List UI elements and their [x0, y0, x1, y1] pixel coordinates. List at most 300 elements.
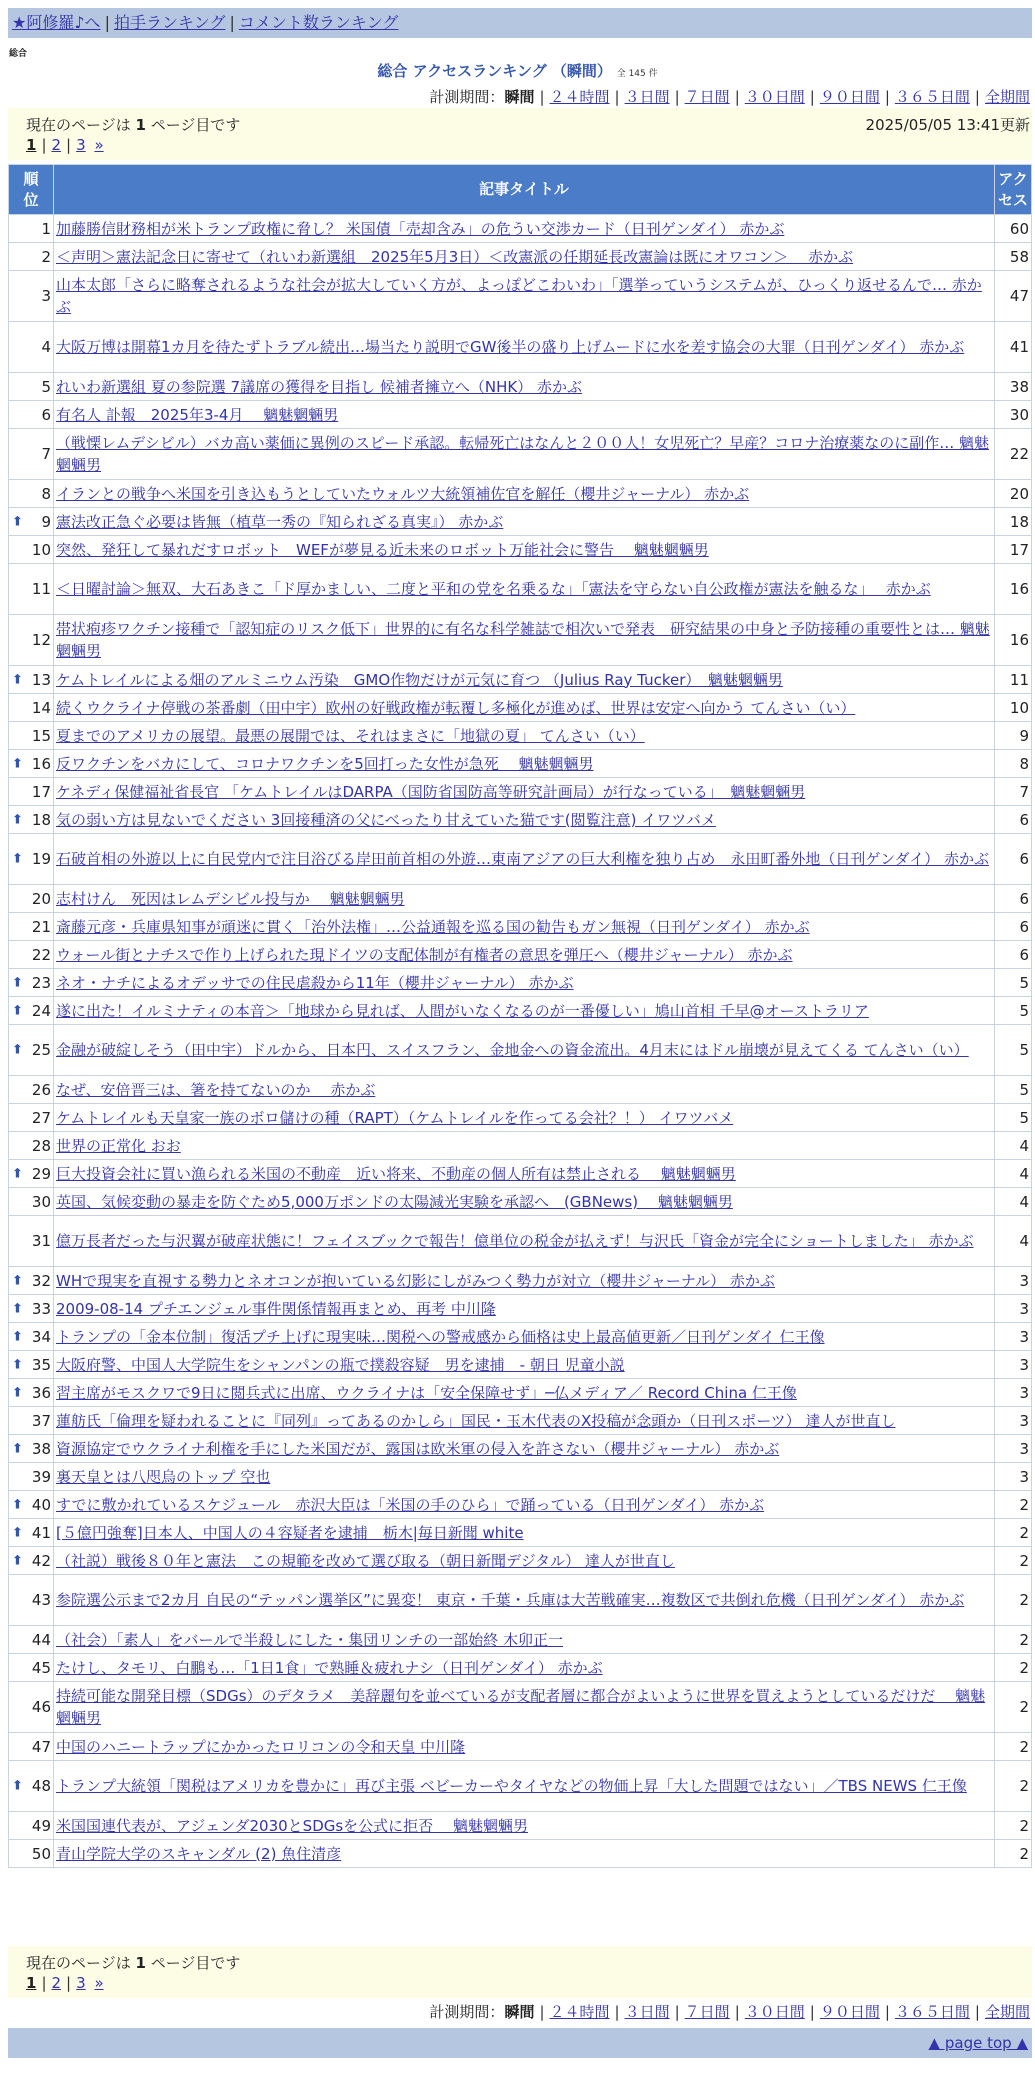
article-link[interactable]: 参院選公示まで2カ月 自民の“テッパン選挙区”に異変！ 東京・千葉・兵庫は大苦戦確実…複数区で共倒れ危機（日刊ゲンダイ） 赤かぶ [56, 1591, 965, 1609]
rank-cell [9, 834, 53, 884]
article-link[interactable]: 大阪万博は開幕1カ月を待たずトラブル続出…場当たり説明でGW後半の盛り上げムードに水を差す協会の大罪（日刊ゲンダイ） 赤かぶ [56, 338, 965, 356]
title-cell [54, 1626, 994, 1653]
rank-cell [9, 1379, 53, 1406]
table-row [9, 913, 1031, 940]
title-cell [54, 750, 994, 777]
rank-cell [9, 322, 53, 372]
title-cell [54, 834, 994, 884]
table-row [9, 750, 1031, 777]
rank-number: 50 [31, 1844, 51, 1863]
access-count: 3 [995, 1267, 1031, 1294]
article-link[interactable]: 夏までのアメリカの展望。最悪の展開では、それはまさに「地獄の夏」 てんさい（い） [56, 726, 645, 745]
article-link[interactable]: （社会）「素人」をバールで半殺しにした・集団リンチの一部始終 木卯正一 [56, 1630, 563, 1649]
up-arrow-icon: ⬆ [12, 1525, 23, 1540]
access-count: 47 [995, 271, 1031, 321]
rank-number: 22 [31, 945, 51, 964]
period-separator: | [734, 88, 740, 106]
period-label: 計測期間： [429, 88, 505, 106]
article-link[interactable]: [５億円強奪]日本人、中国人の４容疑者を逮捕 栃木|毎日新聞 white [56, 1523, 524, 1542]
table-row [9, 1435, 1031, 1462]
page-link[interactable]: 3 [76, 136, 86, 154]
rank-number: 48 [31, 1777, 51, 1795]
rank-number: 43 [31, 1591, 51, 1609]
rank-number: 39 [31, 1467, 51, 1486]
current-page-text: 現在のページは 1 ページ目です [26, 116, 241, 134]
rank-number: 19 [31, 850, 51, 868]
page-separator: | [66, 136, 72, 154]
rank-column-header: 順 位 [9, 165, 53, 214]
article-link[interactable]: 英国、気候変動の暴走を防ぐため5,000万ポンドの太陽減光実験を承認へ (GBNews) 魑魅魍魎男 [56, 1192, 733, 1211]
up-arrow-icon: ⬆ [12, 1497, 23, 1512]
article-link[interactable]: 大阪府警、中国人大学院生をシャンパンの瓶で撲殺容疑 男を逮捕 - 朝日 児童小説 [56, 1355, 625, 1374]
page-link[interactable]: 2 [51, 1974, 62, 1992]
access-count: 22 [995, 429, 1031, 479]
period-option-link[interactable]: ３６５日間 [894, 88, 970, 106]
rank-cell [9, 778, 53, 805]
top-navigation-bar [8, 8, 1032, 38]
article-link[interactable]: 世界の正常化 おお [56, 1136, 181, 1155]
rank-number: 46 [31, 1698, 51, 1716]
rank-number: 44 [31, 1630, 51, 1649]
page-separator: | [66, 1974, 72, 1992]
title-cell [54, 1407, 994, 1434]
table-row [9, 536, 1031, 563]
access-count: 2 [995, 1491, 1031, 1518]
up-arrow-icon: ⬆ [12, 1003, 23, 1018]
rank-cell [9, 1733, 53, 1760]
article-link[interactable]: 気の弱い方は見ないでください 3回接種済の父にべったり甘えていた猫です(閲覧注意) イワツバメ [56, 810, 716, 829]
period-option-link[interactable]: ３０日間 [744, 88, 805, 106]
table-row [9, 1733, 1031, 1760]
table-row [9, 1379, 1031, 1406]
rank-number: 16 [31, 754, 51, 773]
rank-number: 5 [41, 377, 51, 396]
access-count: 20 [995, 480, 1031, 507]
title-cell [54, 508, 994, 535]
period-separator: | [674, 88, 680, 106]
access-count: 16 [995, 564, 1031, 614]
up-arrow-icon: ⬆ [12, 1329, 23, 1344]
up-arrow-icon: ⬆ [12, 1441, 23, 1456]
category-label: 総合 [9, 49, 28, 59]
table-row [9, 322, 1031, 372]
period-option-link[interactable]: ９０日間 [819, 88, 880, 106]
rank-cell [9, 1160, 53, 1187]
article-link[interactable]: 帯状疱疹ワクチン接種で「認知症のリスク低下」世界的に有名な科学雑誌で相次いで発表 研究結果の中身と予防接種の重要性とは… 魑魅魍魎男 [56, 620, 990, 660]
period-separator: | [884, 88, 890, 106]
table-row [9, 1104, 1031, 1131]
title-cell [54, 1188, 994, 1215]
rank-number: 17 [31, 782, 51, 801]
period-separator: | [809, 88, 815, 106]
title-cell [54, 806, 994, 833]
article-link[interactable]: 憲法改正急ぐ必要は皆無（植草一秀の『知られざる真実』） 赤かぶ [56, 512, 504, 531]
rank-cell [9, 1025, 53, 1075]
access-count: 8 [995, 750, 1031, 777]
rank-cell [9, 941, 53, 968]
updated-timestamp: 2025/05/05 13:41更新 [865, 116, 1030, 134]
title-cell [54, 480, 994, 507]
table-row [9, 1519, 1031, 1546]
title-cell [54, 1267, 994, 1294]
access-count: 30 [995, 401, 1031, 428]
page-title: 総合 アクセスランキング （瞬間） [377, 62, 612, 80]
page-links [26, 1974, 104, 1992]
page-separator: | [41, 1974, 47, 1992]
title-cell [54, 215, 994, 242]
period-option-link[interactable]: ３日間 [624, 88, 670, 106]
article-link[interactable]: 山本太郎「さらに略奪されるような社会が拡大していく方が、よっぽどこわいわ」「選挙っていうシステムが、ひっくり返せるんで… 赤かぶ [56, 276, 982, 316]
access-count: 2 [995, 1519, 1031, 1546]
article-link[interactable]: たけし、タモリ、白鵬も…「1日1食」で熟睡＆疲れナシ（日刊ゲンダイ） 赤かぶ [56, 1658, 603, 1677]
rank-cell [9, 997, 53, 1024]
rank-cell [9, 243, 53, 270]
rank-cell [9, 508, 53, 535]
table-row [9, 997, 1031, 1024]
current-page-text: 現在のページは 1 ページ目です [26, 1954, 241, 1972]
rank-number: 1 [41, 219, 51, 238]
table-row [9, 722, 1031, 749]
article-link[interactable]: なぜ、安倍晋三は、箸を持てないのか 赤かぶ [56, 1080, 376, 1099]
access-count: 5 [995, 1076, 1031, 1103]
table-row [9, 401, 1031, 428]
article-link[interactable]: 続くウクライナ停戦の茶番劇（田中宇）欧州の好戦政権が転覆し多極化が進めば、世界は安定へ向かう てんさい（い） [56, 698, 856, 717]
table-row [9, 1575, 1031, 1625]
period-option-link[interactable]: ２４時間 [549, 2003, 610, 2021]
access-count: 11 [995, 666, 1031, 693]
table-row [9, 1132, 1031, 1159]
period-separator: | [974, 2003, 980, 2021]
article-link[interactable]: 青山学院大学のスキャンダル (2) 魚住清彦 [56, 1844, 342, 1863]
article-link[interactable]: 習主席がモスクワで9日に閲兵式に出席、ウクライナは「安全保障せず」─仏メディア／ Record China 仁王像 [56, 1383, 797, 1402]
access-count: 7 [995, 778, 1031, 805]
up-arrow-icon: ⬆ [12, 1273, 23, 1288]
rank-number: 29 [31, 1164, 51, 1183]
rank-cell [9, 215, 53, 242]
period-separator: | [974, 88, 980, 106]
rank-number: 26 [31, 1080, 51, 1099]
article-link[interactable]: ＜日曜討論＞無双、大石あきこ「ド厚かましい、二度と平和の党を名乗るな」「憲法を守らない自公政権が憲法を触るな」 赤かぶ [56, 580, 931, 598]
title-cell [54, 1463, 994, 1490]
rank-number: 32 [31, 1271, 51, 1290]
article-link[interactable]: 反ワクチンをバカにして、コロナワクチンを5回打った女性が急死 魑魅魍魎男 [56, 754, 594, 773]
period-option-link[interactable]: 全期間 [984, 88, 1030, 106]
article-link[interactable]: 蓮舫氏「倫理を疑われることに『同列』ってあるのかしら」国民・玉木代表のX投稿が念頭か（日刊スポーツ） 達人が世直し [56, 1411, 896, 1430]
title-cell [54, 429, 994, 479]
access-count: 2 [995, 1575, 1031, 1625]
article-link[interactable]: すでに敷かれているスケジュール 赤沢大臣は「米国の手のひら」で踊っている（日刊ゲンダイ） 赤かぶ [56, 1495, 765, 1514]
article-link[interactable]: 億万長者だった与沢翼が破産状態に！フェイスブックで報告！億単位の税金が払えず！与沢氏「資金が完全にショートしました」 赤かぶ [56, 1232, 974, 1250]
title-cell [54, 885, 994, 912]
article-link[interactable]: ケネディ保健福祉省長官 「ケムトレイルはDARPA（国防省国防高等研究計画局）が行なっている」 魑魅魍魎男 [56, 782, 806, 801]
period-option-link[interactable]: ３０日間 [744, 2003, 805, 2021]
period-option-link[interactable]: ９０日間 [819, 2003, 880, 2021]
rank-cell [9, 1682, 53, 1732]
title-cell [54, 1323, 994, 1350]
rank-cell [9, 1351, 53, 1378]
rank-number: 15 [31, 726, 51, 745]
title-cell [54, 1761, 994, 1811]
access-count: 3 [995, 1295, 1031, 1322]
rank-cell [9, 1216, 53, 1266]
rank-cell [9, 1323, 53, 1350]
rank-cell [9, 1547, 53, 1574]
article-link[interactable]: ケムトレイルも天皇家一族のボロ儲けの種（RAPT）（ケムトレイルを作ってる会社？！） イワツバメ [56, 1108, 734, 1127]
period-current: 瞬間 [504, 88, 535, 106]
table-row [9, 215, 1031, 242]
access-count: 4 [995, 1216, 1031, 1266]
table-row [9, 564, 1031, 614]
rank-number: 40 [31, 1495, 51, 1514]
access-count: 6 [995, 913, 1031, 940]
access-count: 10 [995, 694, 1031, 721]
article-link[interactable]: （戦慄レムデシビル）バカ高い薬価に異例のスピード承認。転帰死亡はなんと２００人！女児死亡？早産？コロナ治療薬なのに副作… 魑魅魍魎男 [56, 434, 989, 474]
rank-cell [9, 1435, 53, 1462]
rank-cell [9, 806, 53, 833]
rank-number: 34 [31, 1327, 51, 1346]
table-row [9, 429, 1031, 479]
rank-number: 7 [41, 445, 51, 463]
article-link[interactable]: 志村けん 死因はレムデシビル投与か 魑魅魍魎男 [56, 889, 405, 908]
bottom-bar [8, 2028, 1032, 2058]
title-cell [54, 1575, 994, 1625]
rank-number: 31 [31, 1232, 51, 1250]
period-option-link[interactable]: 全期間 [984, 2003, 1030, 2021]
ranking-table [8, 164, 1032, 1868]
up-arrow-icon: ⬆ [12, 1357, 23, 1372]
title-cell [54, 1025, 994, 1075]
table-row [9, 1295, 1031, 1322]
title-cell [54, 778, 994, 805]
table-row [9, 1547, 1031, 1574]
access-column-header: アク セス [995, 165, 1031, 214]
rank-cell [9, 722, 53, 749]
title-cell [54, 666, 994, 693]
table-row [9, 885, 1031, 912]
next-page-link[interactable]: » [94, 1974, 104, 1992]
access-count: 6 [995, 885, 1031, 912]
period-separator: | [539, 88, 545, 106]
title-cell [54, 1491, 994, 1518]
access-count: 9 [995, 722, 1031, 749]
period-option-link[interactable]: ７日間 [684, 2003, 730, 2021]
table-row [9, 1025, 1031, 1075]
table-row [9, 969, 1031, 996]
access-count: 5 [995, 1104, 1031, 1131]
rank-number: 2 [41, 247, 51, 266]
table-row [9, 1840, 1031, 1867]
article-link[interactable]: トランプ大統領「関税はアメリカを豊かに」再び主張 ベビーカーやタイヤなどの物価上昇「大した問題ではない」／TBS NEWS 仁王像 [56, 1777, 967, 1795]
access-count: 5 [995, 1025, 1031, 1075]
article-link[interactable]: イランとの戦争へ米国を引き込もうとしていたウォルツ大統領補佐官を解任（櫻井ジャーナル） 赤かぶ [56, 484, 750, 503]
rank-cell [9, 480, 53, 507]
rank-number: 25 [31, 1041, 51, 1059]
rank-cell [9, 913, 53, 940]
rank-cell [9, 1295, 53, 1322]
access-count: 2 [995, 1840, 1031, 1867]
rank-number: 4 [41, 338, 51, 356]
article-link[interactable]: 有名人 訃報 2025年3-4月 魑魅魍魎男 [56, 405, 339, 424]
article-link[interactable]: トランプの「金本位制」復活プチ上げに現実味…関税への警戒感から価格は史上最高値更新／日刊ゲンダイ 仁王像 [56, 1327, 825, 1346]
period-current: 瞬間 [504, 2003, 535, 2021]
period-option-link[interactable]: ３日間 [624, 2003, 670, 2021]
title-cell [54, 1519, 994, 1546]
access-count: 4 [995, 1160, 1031, 1187]
rank-number: 6 [41, 405, 51, 424]
article-link[interactable]: 斎藤元彦・兵庫県知事が頑迷に貫く「治外法権」…公益通報を巡る国の勧告もガン無視（日刊ゲンダイ） 赤かぶ [56, 917, 810, 936]
article-link[interactable]: 突然、発狂して暴れだすロボット WEFが夢見る近未来のロボット万能社会に警告 魑魅魍魎男 [56, 540, 709, 559]
rank-number: 12 [31, 631, 51, 649]
page-top-link[interactable]: ▲ page top ▲ [928, 2034, 1028, 2052]
period-separator: | [674, 2003, 680, 2021]
rank-number: 18 [31, 810, 51, 829]
next-page-link[interactable]: » [94, 136, 104, 154]
table-row [9, 1682, 1031, 1732]
up-arrow-icon: ⬆ [12, 1553, 23, 1568]
period-separator: | [884, 2003, 890, 2021]
access-count: 6 [995, 834, 1031, 884]
access-count: 6 [995, 941, 1031, 968]
article-link[interactable]: ケムトレイルによる畑のアルミニウム汚染 GMO作物だけが元気に育つ （Julius Ray Tucker） 魑魅魍魎男 [56, 670, 783, 689]
article-link[interactable]: 金融が破綻しそう（田中宇）ドルから、日本円、スイスフラン、金地金への資金流出。4月末にはドル崩壊が見えてくる てんさい（い） [56, 1041, 969, 1059]
title-cell [54, 401, 994, 428]
current-page-number: 1 [135, 1954, 146, 1972]
access-count: 6 [995, 806, 1031, 833]
title-cell [54, 722, 994, 749]
rank-cell [9, 536, 53, 563]
period-option-link[interactable]: ７日間 [684, 88, 730, 106]
rank-cell [9, 1812, 53, 1839]
title-cell [54, 615, 994, 665]
rank-number: 13 [31, 670, 51, 689]
rank-number: 3 [41, 287, 51, 305]
title-cell [54, 1351, 994, 1378]
article-link[interactable]: ＜声明＞憲法記念日に寄せて（れいわ新選組 2025年5月3日）＜改憲派の任期延長改憲論は既にオワコン＞ 赤かぶ [56, 247, 854, 266]
table-row [9, 271, 1031, 321]
article-link[interactable]: 米国国連代表が、アジェンダ2030とSDGsを公式に拒否 魑魅魍魎男 [56, 1816, 528, 1835]
access-count: 2 [995, 1682, 1031, 1732]
article-link[interactable]: 遂に出た！イルミナティの本音＞「地球から見れば、人間がいなくなるのが一番優しい」鳩山首相 千早@オーストラリア [56, 1001, 869, 1020]
article-link[interactable]: 2009-08-14 プチエンジェル事件関係情報再まとめ、再考 中川隆 [56, 1299, 496, 1318]
rank-number: 35 [31, 1355, 51, 1374]
article-link[interactable]: 持続可能な開発目標（SDGs）のデタラメ 美辞麗句を並べているが支配者層に都合がよいように世界を買えようとしているだけだ 魑魅魍魎男 [56, 1687, 986, 1727]
title-cell [54, 1654, 994, 1681]
rank-cell [9, 1761, 53, 1811]
article-link[interactable]: 巨大投資会社に買い漁られる米国の不動産 近い将来、不動産の個人所有は禁止される 魑魅魍魎男 [56, 1164, 736, 1183]
up-arrow-icon: ⬆ [12, 812, 23, 827]
title-cell [54, 1104, 994, 1131]
article-link[interactable]: ネオ・ナチによるオデッサでの住民虐殺から11年（櫻井ジャーナル） 赤かぶ [56, 973, 574, 992]
table-row [9, 1188, 1031, 1215]
table-row [9, 1160, 1031, 1187]
rank-cell [9, 1654, 53, 1681]
rank-cell [9, 750, 53, 777]
rank-cell [9, 615, 53, 665]
title-cell [54, 1076, 994, 1103]
rank-number: 24 [31, 1001, 51, 1020]
title-column-header: 記事タイトル [54, 165, 994, 214]
page-link[interactable]: 3 [76, 1974, 86, 1992]
comment-ranking-link[interactable]: コメント数ランキング [238, 13, 399, 32]
page-link[interactable]: 2 [51, 136, 62, 154]
rank-number: 14 [31, 698, 51, 717]
article-link[interactable]: 加藤勝信財務相が米トランプ政権に脅し？ 米国債「売却含み」の危うい交渉カード（日刊ゲンダイ） 赤かぶ [56, 219, 785, 238]
article-link[interactable]: 裏天皇とは八咫烏のトップ 空也 [56, 1467, 271, 1486]
article-link[interactable]: れいわ新選組 夏の参院選 7議席の獲得を目指し 候補者擁立へ（NHK） 赤かぶ [56, 377, 582, 396]
access-count: 3 [995, 1379, 1031, 1406]
rank-number: 8 [41, 484, 51, 503]
rank-number: 20 [31, 889, 51, 908]
access-count: 58 [995, 243, 1031, 270]
table-row [9, 666, 1031, 693]
article-link[interactable]: ウォール街とナチスで作り上げられた現ドイツの支配体制が有権者の意思を弾圧へ（櫻井ジャーナル） 赤かぶ [56, 945, 793, 964]
total-count: 全 145 件 [616, 69, 658, 79]
period-option-link[interactable]: ３６５日間 [894, 2003, 970, 2021]
article-link[interactable]: 資源協定でウクライナ利権を手にした米国だが、露国は欧米軍の侵入を許さない（櫻井ジャーナル） 赤かぶ [56, 1439, 780, 1458]
access-count: 3 [995, 1407, 1031, 1434]
access-count: 4 [995, 1188, 1031, 1215]
title-cell [54, 694, 994, 721]
article-link[interactable]: 中国のハニートラップにかかったロリコンの令和天皇 中川隆 [56, 1737, 466, 1756]
access-count: 2 [995, 1733, 1031, 1760]
clap-ranking-link[interactable]: 拍手ランキング [113, 13, 226, 32]
table-row [9, 1626, 1031, 1653]
article-link[interactable]: 石破首相の外遊以上に自民党内で注目浴びる岸田前首相の外遊…東南アジアの巨大利権を独り占め 永田町番外地（日刊ゲンダイ） 赤かぶ [56, 850, 989, 868]
period-label: 計測期間： [429, 2003, 505, 2021]
title-cell [54, 969, 994, 996]
access-count: 3 [995, 1435, 1031, 1462]
home-link[interactable]: ★阿修羅♪へ [12, 13, 101, 32]
table-row [9, 1216, 1031, 1266]
rank-number: 27 [31, 1108, 51, 1127]
up-arrow-icon: ⬆ [12, 1385, 23, 1400]
title-cell [54, 913, 994, 940]
rank-cell [9, 564, 53, 614]
access-count: 2 [995, 1654, 1031, 1681]
up-arrow-icon: ⬆ [12, 1778, 23, 1794]
rank-cell [9, 401, 53, 428]
table-row [9, 778, 1031, 805]
rank-number: 37 [31, 1411, 51, 1430]
page-current: 1 [26, 1974, 37, 1992]
title-cell [54, 1216, 994, 1266]
rank-number: 23 [31, 973, 51, 992]
access-count: 38 [995, 373, 1031, 400]
access-count: 2 [995, 1812, 1031, 1839]
rank-cell [9, 1626, 53, 1653]
pager-top [8, 108, 1032, 160]
rank-number: 28 [31, 1136, 51, 1155]
title-cell [54, 1682, 994, 1732]
page-title-row [0, 60, 1035, 81]
access-count: 60 [995, 215, 1031, 242]
page-links [26, 136, 104, 154]
rank-cell [9, 885, 53, 912]
rank-cell [9, 1188, 53, 1215]
rank-number: 10 [31, 540, 51, 559]
article-link[interactable]: （社説）戦後８０年と憲法 この規範を改めて選び取る（朝日新聞デジタル） 達人が世直し [56, 1551, 675, 1570]
article-link[interactable]: WHで現実を直視する勢力とネオコンが抱いている幻影にしがみつく勢力が対立（櫻井ジャーナル） 赤かぶ [56, 1271, 775, 1290]
title-cell [54, 271, 994, 321]
table-row [9, 1654, 1031, 1681]
rank-number: 41 [31, 1523, 51, 1542]
up-arrow-icon: ⬆ [12, 1166, 23, 1181]
nav-separator: | [104, 13, 110, 32]
period-separator: | [614, 88, 620, 106]
title-cell [54, 1733, 994, 1760]
table-row [9, 480, 1031, 507]
period-option-link[interactable]: ２４時間 [549, 88, 610, 106]
